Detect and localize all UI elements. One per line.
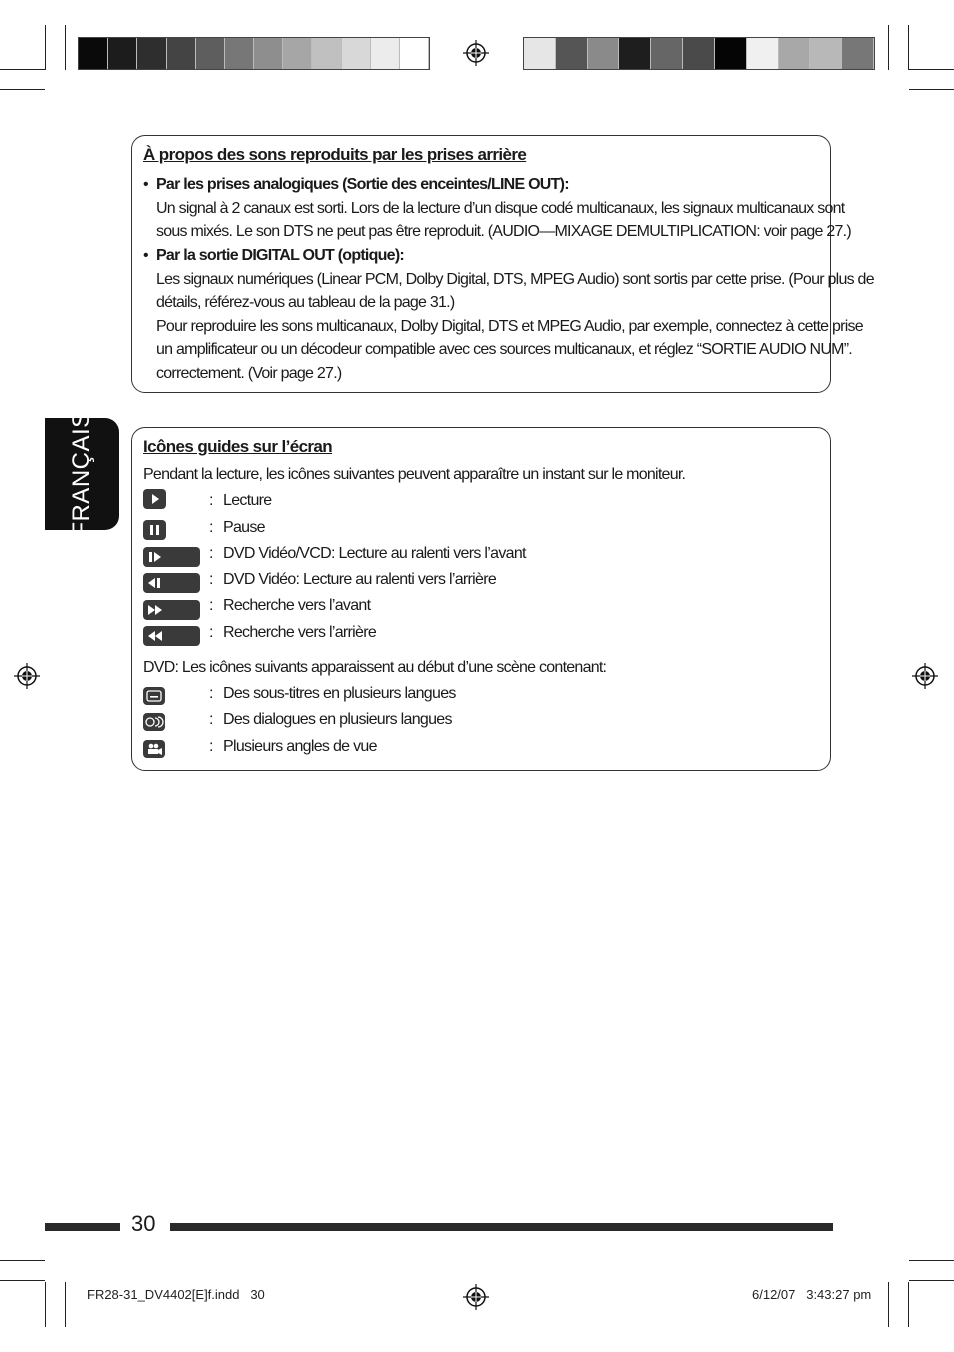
color-swatch	[619, 38, 651, 69]
colon: :	[209, 738, 214, 755]
crop-mark	[908, 25, 909, 70]
color-swatch	[400, 38, 429, 69]
intro-text: Pendant la lecture, les icônes suivantes peuvent apparaître un instant sur le moniteur.	[143, 466, 686, 483]
icon-label: Des dialogues en plusieurs langues	[223, 711, 452, 728]
color-swatch	[108, 38, 137, 69]
play-icon	[143, 489, 166, 509]
crop-mark	[0, 1260, 45, 1261]
colon: :	[209, 571, 214, 588]
icon-label: Plusieurs angles de vue	[223, 738, 377, 755]
slow-forward-icon	[143, 547, 200, 567]
color-swatch	[225, 38, 254, 69]
color-swatch	[810, 38, 842, 69]
body-text: Les signaux numériques (Linear PCM, Dolby Digital, DTS, MPEG Audio) sont sortis par cette prise. (Pour plus de	[156, 271, 874, 288]
crop-mark	[909, 69, 954, 70]
icon-label: Recherche vers l’arrière	[223, 624, 377, 641]
screen-guide-icons-box	[131, 427, 831, 771]
registration-mark-icon	[14, 663, 40, 689]
fast-reverse-icon	[143, 626, 200, 646]
timestamp-slug: 6/12/07 3:43:27 pm	[752, 1287, 872, 1302]
color-swatch	[283, 38, 312, 69]
icon-label: Lecture	[223, 492, 272, 509]
file-slug: FR28-31_DV4402[E]f.indd 30	[87, 1287, 265, 1302]
audio-language-icon	[143, 713, 165, 731]
pause-icon	[143, 520, 166, 540]
color-swatch	[312, 38, 341, 69]
icon-label: Pause	[223, 519, 265, 536]
page-number: 30	[131, 1211, 156, 1236]
colon: :	[209, 685, 214, 702]
color-swatch	[167, 38, 196, 69]
color-swatch	[254, 38, 283, 69]
footer-rule-left	[45, 1223, 120, 1231]
bullet-heading: Par la sortie DIGITAL OUT (optique):	[156, 247, 404, 264]
crop-mark	[45, 1282, 46, 1327]
body-text: sous mixés. Le son DTS ne peut pas être reproduit. (AUDIO—MIXAGE DEMULTIPLICATION: voir page 27.)	[156, 223, 851, 240]
crop-mark	[908, 1282, 909, 1327]
color-swatch	[371, 38, 400, 69]
color-swatch	[79, 38, 108, 69]
crop-mark	[888, 25, 889, 70]
color-swatch	[342, 38, 371, 69]
language-tab	[45, 411, 119, 537]
bullet-marker: •	[143, 247, 149, 264]
color-swatch	[683, 38, 715, 69]
body-text: un amplificateur ou un décodeur compatible avec ces sources multicanaux, et réglez “SORTIE AUDIO NUM”.	[156, 341, 852, 358]
slow-reverse-icon	[143, 573, 200, 593]
body-text: Pour reproduire les sons multicanaux, Dolby Digital, DTS et MPEG Audio, par exemple, connectez à cette prise	[156, 318, 863, 335]
crop-mark	[0, 1280, 45, 1281]
color-swatch	[651, 38, 683, 69]
color-swatch	[747, 38, 779, 69]
color-swatch	[137, 38, 166, 69]
registration-mark-icon	[463, 1284, 489, 1310]
bullet-marker: •	[143, 176, 149, 193]
color-swatch	[842, 38, 874, 69]
colon: :	[209, 624, 214, 641]
dvd-intro-text: DVD: Les icônes suivants apparaissent au début d’une scène contenant:	[143, 659, 607, 676]
footer-rule-right	[170, 1223, 833, 1231]
registration-mark-icon	[912, 663, 938, 689]
icon-label: DVD Vidéo: Lecture au ralenti vers l’arrière	[223, 571, 497, 588]
colon: :	[209, 711, 214, 728]
color-calibration-bar-right	[523, 37, 875, 70]
icon-label: Recherche vers l’avant	[223, 597, 371, 614]
crop-mark	[0, 69, 45, 70]
color-swatch	[524, 38, 556, 69]
bullet-heading: Par les prises analogiques (Sortie des enceintes/LINE OUT):	[156, 176, 569, 193]
body-text: Un signal à 2 canaux est sorti. Lors de la lecture d’un disque codé multicanaux, les signaux multicanaux sont	[156, 200, 845, 217]
fast-forward-icon	[143, 600, 200, 620]
crop-mark	[909, 89, 954, 90]
body-text: détails, référez-vous au tableau de la page 31.)	[156, 294, 455, 311]
crop-mark	[0, 89, 45, 90]
subtitle-icon	[143, 687, 165, 705]
rear-jacks-sound-box	[131, 135, 874, 393]
crop-mark	[888, 1282, 889, 1327]
section-title: Icônes guides sur l’écran	[143, 437, 333, 456]
language-tab-label: FRANÇAIS	[68, 411, 95, 537]
multi-angle-icon	[143, 740, 165, 758]
colon: :	[209, 492, 214, 509]
registration-mark-icon	[463, 40, 489, 66]
icon-label: Des sous-titres en plusieurs langues	[223, 685, 456, 702]
color-swatch	[556, 38, 588, 69]
color-swatch	[196, 38, 225, 69]
section-title: À propos des sons reproduits par les prises arrière	[143, 145, 527, 164]
crop-mark	[65, 25, 66, 70]
color-swatch	[715, 38, 747, 69]
crop-mark	[65, 1282, 66, 1327]
color-calibration-bar-left	[78, 37, 430, 70]
icon-label: DVD Vidéo/VCD: Lecture au ralenti vers l’avant	[223, 545, 526, 562]
color-swatch	[588, 38, 620, 69]
colon: :	[209, 597, 214, 614]
colon: :	[209, 519, 214, 536]
color-swatch	[779, 38, 811, 69]
crop-mark	[45, 25, 46, 70]
colon: :	[209, 545, 214, 562]
body-text: correctement. (Voir page 27.)	[156, 365, 342, 382]
crop-mark	[909, 1280, 954, 1281]
crop-mark	[909, 1260, 954, 1261]
